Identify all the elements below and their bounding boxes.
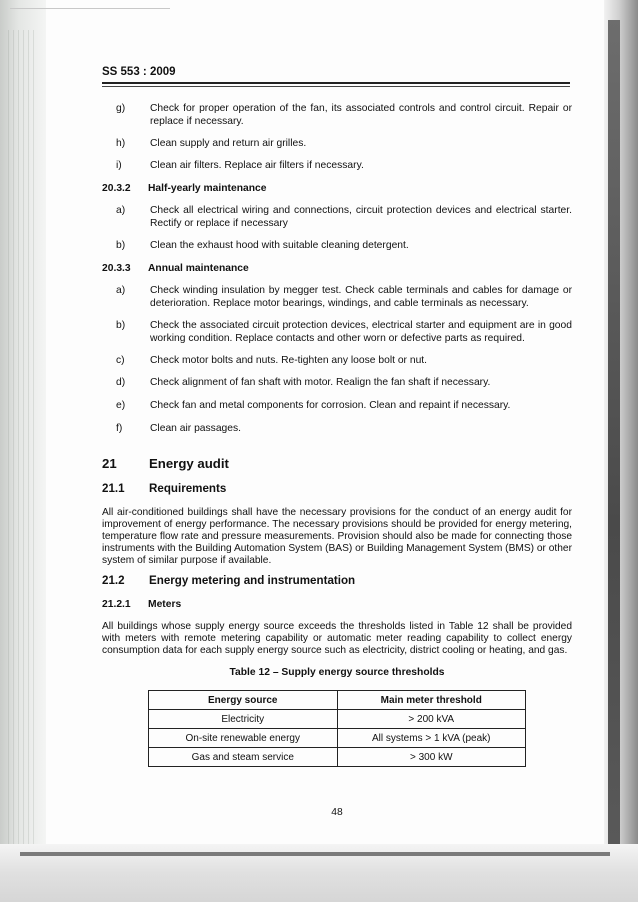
- section-number: 21.2: [102, 574, 125, 587]
- list-item-text: Check motor bolts and nuts. Re-tighten any loose bolt or nut.: [150, 355, 428, 366]
- section-title: Requirements: [149, 482, 227, 495]
- list-item-label: b): [116, 240, 126, 251]
- chapter-title: Energy audit: [149, 456, 229, 471]
- table-cell: > 300 kW: [337, 748, 526, 767]
- scan-top-mark: [10, 8, 170, 9]
- list-item-label: d): [116, 377, 126, 388]
- list-item-text: Check all electrical wiring and connections, circuit protection devices and electrical starter. Rectify or replace if necessary: [150, 205, 572, 229]
- table-cell: All systems > 1 kVA (peak): [337, 729, 526, 748]
- list-item-text: Clean air passages.: [150, 423, 242, 434]
- supply-energy-table: [148, 690, 526, 767]
- list-item-label: c): [116, 355, 125, 366]
- list-item-text: Clean the exhaust hood with suitable cleaning detergent.: [150, 240, 409, 251]
- list-item-label: i): [116, 160, 122, 171]
- list-item-label: e): [116, 400, 126, 411]
- scan-bottom-line: [20, 852, 610, 856]
- table-row: [149, 710, 526, 729]
- document-header: SS 553 : 2009: [102, 66, 176, 78]
- list-item-text: Check fan and metal components for corrosion. Clean and repaint if necessary.: [150, 400, 511, 411]
- scan-right-shadow: [608, 20, 620, 860]
- list-item-label: g): [116, 103, 126, 114]
- header-rule: [102, 82, 570, 84]
- list-item: [102, 103, 572, 129]
- table-cell: Electricity: [149, 710, 338, 729]
- paragraph: All air-conditioned buildings shall have the necessary provisions for the conduct of an energy audit for improvement of energy performance. The necessary provisions should be provided for energy metering, temperature flow rate and pressure measurements. Provision should also be made for connecting those instruments with the Building Automation System (BAS) or Building Management System (BMS) or other system of similar purpose if available.: [102, 507, 572, 566]
- section-number: 20.3.3: [102, 263, 131, 274]
- list-item-text: Clean air filters. Replace air filters if necessary.: [150, 160, 364, 171]
- list-item-text: Clean supply and return air grilles.: [150, 138, 307, 149]
- table-row: [149, 748, 526, 767]
- section-title: Half-yearly maintenance: [148, 183, 267, 194]
- table-row: [149, 729, 526, 748]
- section-title: Energy metering and instrumentation: [149, 574, 356, 587]
- table-header-row: [149, 691, 526, 710]
- list-item-label: f): [116, 423, 123, 434]
- list-item-label: h): [116, 138, 126, 149]
- paragraph: All buildings whose supply energy source exceeds the thresholds listed in Table 12 shall be provided with meters with remote metering capability or automatic meter reading capability to collect energy consumption data for each supply energy source such as electricity, district cooling or heating, and gas.: [102, 621, 572, 656]
- column-header: Energy source: [149, 691, 338, 710]
- section-title: Annual maintenance: [148, 263, 249, 274]
- section-title: Meters: [148, 599, 182, 610]
- list-item-label: b): [116, 320, 126, 331]
- list-item-label: a): [116, 205, 126, 216]
- section-number: 21.2.1: [102, 599, 131, 610]
- chapter-number: 21: [102, 456, 117, 471]
- scan-left-edge: [0, 0, 46, 902]
- section-number: 20.3.2: [102, 183, 131, 194]
- list-item-text: Check alignment of fan shaft with motor. Realign the fan shaft if necessary.: [150, 377, 491, 388]
- list-item-text: Check winding insulation by megger test. Check cable terminals and cables for damage or deterioration. Replace motor bearings, windings, and cable terminals as necessary.: [150, 285, 572, 309]
- list-item-label: a): [116, 285, 126, 296]
- table-cell: On-site renewable energy: [149, 729, 338, 748]
- column-header: Main meter threshold: [337, 691, 526, 710]
- page-number: 48: [331, 807, 343, 818]
- list-item-text: Check the associated circuit protection devices, electrical starter and equipment are in good working condition. Replace contacts and other worn or defective parts as required.: [150, 320, 572, 344]
- table-cell: > 200 kVA: [337, 710, 526, 729]
- table-caption: Table 12 – Supply energy source thresholds: [229, 667, 445, 678]
- section-number: 21.1: [102, 482, 125, 495]
- table-cell: Gas and steam service: [149, 748, 338, 767]
- list-item-text: Check for proper operation of the fan, its associated controls and control circuit. Repair or replace if necessary.: [150, 103, 572, 127]
- header-rule-secondary: [102, 86, 570, 87]
